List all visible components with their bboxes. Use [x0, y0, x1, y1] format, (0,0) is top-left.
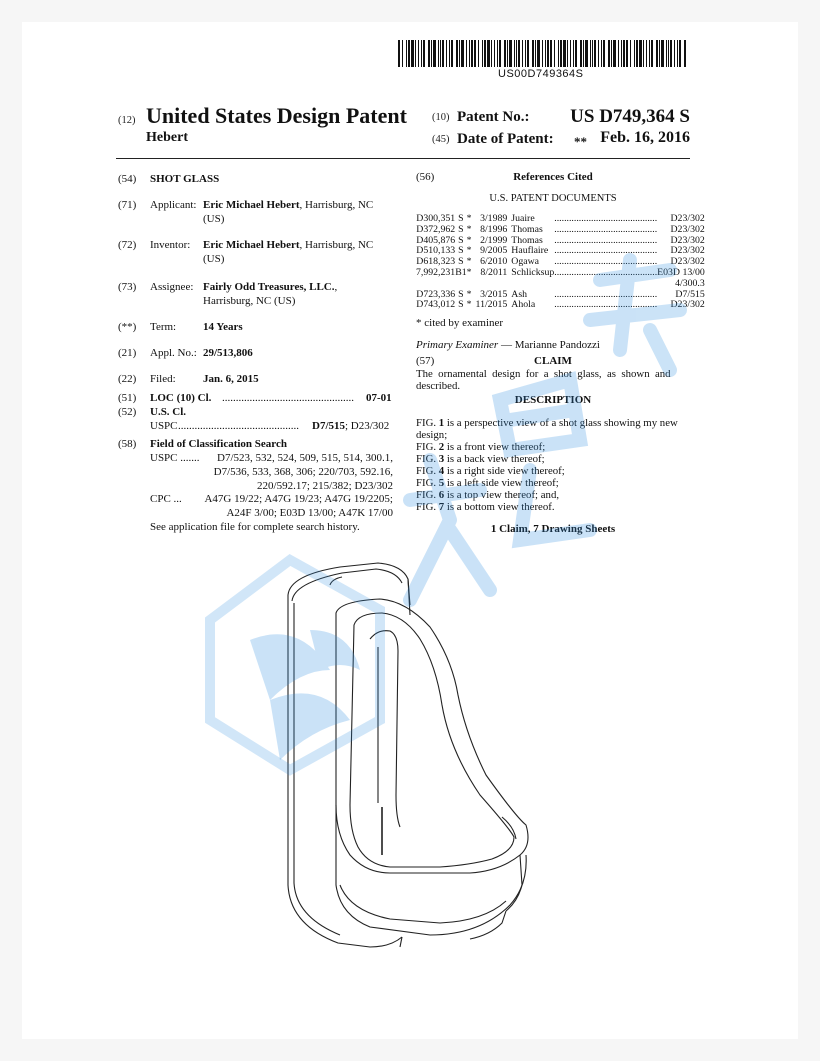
barcode-bar — [456, 40, 458, 67]
barcode-bar — [527, 40, 529, 67]
fig-prefix: FIG. — [416, 489, 439, 501]
barcode-bar — [661, 40, 664, 67]
reference-date: 3/2015 — [480, 288, 508, 300]
cpc-line: A24F 3/00; E03D 13/00; A47K 17/00 — [226, 507, 393, 519]
reference-class: D7/515 — [675, 288, 705, 300]
barcode-bar — [646, 40, 647, 67]
reference-number: D618,323 — [416, 256, 456, 268]
field-uspc-line: D7/536, 533, 368, 306; 220/703, 592.16, — [213, 466, 393, 478]
barcode-bar — [634, 40, 635, 67]
barcode-bar — [598, 40, 599, 67]
barcode-bar — [459, 40, 460, 67]
fig-prefix: FIG. — [416, 465, 439, 477]
uscl-code: (52) — [118, 406, 137, 418]
reference-kind: S — [458, 256, 464, 268]
barcode-bar — [668, 40, 669, 67]
reference-class: D23/302 — [670, 213, 705, 224]
fig-prefix: FIG. — [416, 453, 439, 465]
barcode-bar — [504, 40, 506, 67]
applicant-code: (71) — [118, 199, 137, 211]
reference-class: D23/302 — [670, 256, 705, 268]
fig-prefix: FIG. — [416, 477, 439, 489]
fig-text: is a perspective view of a shot glass showing my new — [444, 417, 678, 429]
barcode-bar — [623, 40, 625, 67]
applicant-country: (US) — [203, 213, 225, 225]
barcode-bar — [433, 40, 436, 67]
reference-kind: S — [458, 245, 464, 257]
barcode-bar — [423, 40, 425, 67]
reference-name: Thomas — [511, 223, 543, 235]
fig-text: is a back view thereof; — [444, 453, 545, 465]
reference-date: 2/1999 — [480, 234, 508, 246]
barcode-bar — [583, 40, 584, 67]
barcode-bar — [630, 40, 631, 67]
reference-kind: S — [458, 223, 464, 235]
reference-kind: S — [458, 213, 464, 224]
claim-title: CLAIM — [534, 355, 572, 367]
barcode-bar — [554, 40, 555, 67]
barcode-bar — [491, 40, 492, 67]
reference-kind: S — [458, 299, 464, 311]
barcode-bar — [525, 40, 526, 67]
barcode-bar — [408, 40, 410, 67]
barcode-bar — [494, 40, 495, 67]
barcode-bar — [474, 40, 476, 67]
barcode-bar — [649, 40, 650, 67]
reference-number: D510,133 — [416, 245, 456, 257]
barcode-bar — [560, 40, 562, 67]
barcode-bar — [626, 40, 628, 67]
cpc-line: A47G 19/22; A47G 19/23; A47G 19/2205; — [204, 493, 393, 505]
inventor-name: Eric Michael Hebert — [203, 239, 300, 251]
fig-text: is a bottom view thereof. — [444, 501, 555, 513]
barcode-bar — [550, 40, 552, 67]
field-uspc-line: D7/523, 532, 524, 509, 515, 514, 300.1, — [217, 452, 393, 464]
refs-subtitle: U.S. PATENT DOCUMENTS — [489, 193, 617, 204]
fig-text: is a top view thereof; and, — [444, 489, 560, 501]
reference-kind: S — [458, 234, 464, 246]
barcode-bar — [608, 40, 610, 67]
inventor-country: (US) — [203, 253, 225, 265]
barcode-bar — [639, 40, 642, 67]
reference-class: D23/302 — [670, 223, 705, 235]
date-of-patent: Feb. 16, 2016 — [600, 129, 690, 146]
reference-dots: .......................................... — [554, 300, 658, 311]
barcode-bar — [411, 40, 414, 67]
barcode-bar — [636, 40, 638, 67]
uspc-dots: ............................................ — [178, 420, 299, 432]
reference-dots: .......................................... — [554, 246, 658, 257]
refs-title: References Cited — [513, 171, 593, 183]
barcode-bar — [547, 40, 549, 67]
assignee-label: Assignee: — [150, 281, 194, 293]
barcode-bar — [684, 40, 686, 67]
reference-name: Ogawa — [511, 256, 540, 268]
filed-code: (22) — [118, 373, 137, 385]
barcode-bar — [431, 40, 432, 67]
barcode-bar — [497, 40, 498, 67]
barcode-bar — [438, 40, 439, 67]
assignee-code: (73) — [118, 281, 137, 293]
barcode-bar — [514, 40, 515, 67]
reference-date: 3/1989 — [480, 213, 508, 224]
reference-number: D372,962 — [416, 223, 456, 235]
reference-number: D723,336 — [416, 288, 456, 300]
loc-code: (51) — [118, 392, 137, 404]
fig-number: 6 — [438, 489, 445, 501]
barcode-bar — [421, 40, 422, 67]
code-45: (45) — [432, 134, 450, 145]
reference-name: Ash — [511, 288, 528, 300]
assignee-location: Harrisburg, NC (US) — [203, 295, 296, 307]
reference-dots: .......................................... — [554, 235, 658, 246]
barcode-bar — [603, 40, 605, 67]
barcode-bar — [398, 40, 400, 67]
reference-star: * — [466, 234, 472, 246]
barcode-bar — [516, 40, 517, 67]
term-code: (**) — [118, 321, 137, 333]
fig-text: is a right side view thereof; — [444, 465, 565, 477]
reference-class: 4/300.3 — [675, 277, 705, 289]
assignee-comma: , — [334, 281, 338, 293]
design-title: SHOT GLASS — [150, 173, 220, 185]
barcode-bar — [535, 40, 536, 67]
barcode — [398, 40, 690, 67]
fig-number: 2 — [438, 441, 445, 453]
assignee-name: Fairly Odd Treasures, LLC. — [203, 281, 335, 293]
field-label: Field of Classification Search — [150, 438, 287, 450]
barcode-bar — [402, 40, 403, 67]
inventor-surname: Hebert — [146, 130, 188, 145]
barcode-bar — [418, 40, 419, 67]
reference-dots: .......................................... — [554, 289, 658, 300]
fig-prefix: design; — [416, 429, 448, 441]
fig-prefix: FIG. — [416, 441, 439, 453]
barcode-bar — [461, 40, 464, 67]
reference-star: * — [466, 223, 472, 235]
applicant-label: Applicant: — [150, 199, 197, 211]
barcode-bar — [656, 40, 658, 67]
barcode-bar — [563, 40, 566, 67]
inventor-location: , Harrisburg, NC — [299, 239, 374, 251]
claim-text: The ornamental design for a shot glass, as shown and — [416, 368, 671, 380]
barcode-bar — [580, 40, 582, 67]
barcode-bar — [558, 40, 559, 67]
reference-dots: .......................................... — [554, 257, 658, 268]
reference-dots: .......................................... — [554, 224, 658, 235]
refs-code: (56) — [416, 171, 435, 183]
loc-label: LOC (10) Cl. — [150, 392, 212, 404]
barcode-bar — [484, 40, 486, 67]
claim-text: described. — [416, 380, 461, 392]
barcode-bar — [601, 40, 602, 67]
reference-date: 6/2010 — [480, 256, 508, 268]
uspc-label: USPC — [150, 420, 178, 432]
barcode-bar — [509, 40, 512, 67]
code-10: (10) — [432, 112, 450, 123]
reference-date: 11/2015 — [475, 299, 508, 311]
reference-date: 8/1996 — [480, 223, 508, 235]
barcode-bar — [442, 40, 444, 67]
fig-prefix: FIG. — [416, 501, 439, 513]
barcode-bar — [592, 40, 593, 67]
field-uspc-line: 220/592.17; 215/382; D23/302 — [257, 480, 393, 492]
fig-number: 3 — [438, 453, 445, 465]
reference-name: Ahola — [511, 299, 536, 311]
term-label: Term: — [150, 321, 177, 333]
reference-number: D743,012 — [416, 299, 456, 311]
inventor-code: (72) — [118, 239, 137, 251]
barcode-bar — [590, 40, 591, 67]
uspc-rest: ; D23/302 — [345, 420, 390, 432]
barcode-bar — [567, 40, 568, 67]
barcode-bar — [440, 40, 441, 67]
barcode-bar — [428, 40, 430, 67]
examiner-label: Primary Examiner — [416, 339, 499, 351]
reference-star: * — [466, 245, 472, 257]
barcode-bar — [651, 40, 653, 67]
appl-value: 29/513,806 — [203, 347, 253, 359]
fig-number: 4 — [438, 465, 445, 477]
description-title: DESCRIPTION — [514, 394, 592, 406]
field-code: (58) — [118, 438, 137, 450]
reference-name: Juaire — [511, 213, 535, 224]
barcode-bar — [666, 40, 667, 67]
barcode-bar — [469, 40, 470, 67]
barcode-bar — [611, 40, 612, 67]
barcode-bar — [406, 40, 407, 67]
field-uspc-label: USPC ....... — [150, 452, 200, 464]
header-rule — [116, 158, 690, 159]
appl-label: Appl. No.: — [150, 347, 197, 359]
applicant-location: , Harrisburg, NC — [299, 199, 374, 211]
claims-summary: 1 Claim, 7 Drawing Sheets — [490, 523, 616, 535]
reference-star: * — [466, 266, 472, 278]
reference-dots: .......................................... — [554, 267, 658, 278]
barcode-bar — [532, 40, 534, 67]
reference-kind: B1 — [455, 266, 467, 278]
barcode-bar — [670, 40, 672, 67]
patent-number: US D749,364 S — [570, 106, 690, 127]
barcode-bar — [545, 40, 546, 67]
examiner-name: — Marianne Pandozzi — [498, 339, 600, 351]
applicant-name: Eric Michael Hebert — [203, 199, 300, 211]
barcode-bar — [466, 40, 467, 67]
reference-number: D300,351 — [416, 213, 456, 224]
barcode-bar — [482, 40, 483, 67]
filed-label: Filed: — [150, 373, 176, 385]
reference-number: 7,992,231 — [416, 266, 456, 278]
uspc-main: D7/515 — [312, 420, 345, 432]
loc-value: 07-01 — [366, 392, 392, 404]
reference-name: Schlicksup — [511, 266, 555, 278]
barcode-bar — [449, 40, 450, 67]
inventor-label: Inventor: — [150, 239, 191, 251]
fig-number: 5 — [438, 477, 445, 489]
barcode-bar — [674, 40, 675, 67]
fig-text: is a front view thereof; — [444, 441, 546, 453]
barcode-bar — [618, 40, 619, 67]
fig-text: is a left side view thereof; — [444, 477, 559, 489]
search-history-note: See application file for complete search history. — [150, 521, 360, 533]
date-asterisks: ** — [574, 134, 587, 149]
barcode-bar — [471, 40, 473, 67]
barcode-bar — [415, 40, 416, 67]
barcode-bar — [585, 40, 588, 67]
reference-star: * — [466, 299, 472, 311]
barcode-bar — [537, 40, 540, 67]
claim-code: (57) — [416, 355, 435, 367]
reference-date: 9/2005 — [480, 245, 508, 257]
fig-number: 7 — [438, 501, 445, 513]
reference-star: * — [466, 256, 472, 268]
cpc-label: CPC ... — [150, 493, 182, 505]
barcode-bar — [679, 40, 681, 67]
reference-class: E03D 13/00 — [657, 266, 705, 278]
barcode-bar — [621, 40, 622, 67]
filed-value: Jan. 6, 2015 — [203, 373, 259, 385]
barcode-bar — [677, 40, 678, 67]
barcode-bar — [613, 40, 616, 67]
appl-code: (21) — [118, 347, 137, 359]
barcode-bar — [518, 40, 520, 67]
barcode-bar — [478, 40, 479, 67]
title-code: (54) — [118, 173, 137, 185]
barcode-bar — [643, 40, 644, 67]
code-12: (12) — [118, 115, 136, 126]
barcode-bar — [522, 40, 523, 67]
term-value: 14 Years — [203, 321, 243, 333]
barcode-bar — [570, 40, 571, 67]
cited-note: * cited by examiner — [416, 317, 504, 329]
reference-number: D405,876 — [416, 234, 456, 246]
reference-kind: S — [458, 288, 464, 300]
watermark — [150, 200, 710, 840]
reference-star: * — [466, 213, 472, 224]
fig-prefix: FIG. — [416, 417, 439, 429]
reference-date: 8/2011 — [480, 266, 508, 278]
reference-name: Thomas — [511, 234, 543, 246]
date-of-patent-label: Date of Patent: — [457, 131, 554, 147]
reference-class: D23/302 — [670, 245, 705, 257]
barcode-bar — [573, 40, 574, 67]
reference-dots: .......................................... — [554, 214, 658, 224]
barcode-bar — [542, 40, 543, 67]
loc-dots: ................................................ — [222, 392, 354, 404]
document-type: United States Design Patent — [146, 103, 407, 128]
barcode-bar — [575, 40, 577, 67]
reference-class: D23/302 — [670, 234, 705, 246]
reference-name: Hauflaire — [511, 245, 549, 257]
barcode-bar — [507, 40, 508, 67]
reference-class: D23/302 — [670, 299, 705, 311]
barcode-text: US00D749364S — [498, 68, 584, 80]
uscl-label: U.S. Cl. — [150, 406, 187, 418]
fig-number: 1 — [438, 417, 445, 429]
barcode-bar — [659, 40, 660, 67]
barcode-bar — [487, 40, 490, 67]
reference-star: * — [466, 288, 472, 300]
barcode-bar — [594, 40, 596, 67]
patent-number-label: Patent No.: — [457, 109, 530, 125]
barcode-bar — [451, 40, 453, 67]
barcode-bar — [446, 40, 447, 67]
barcode-bar — [499, 40, 501, 67]
